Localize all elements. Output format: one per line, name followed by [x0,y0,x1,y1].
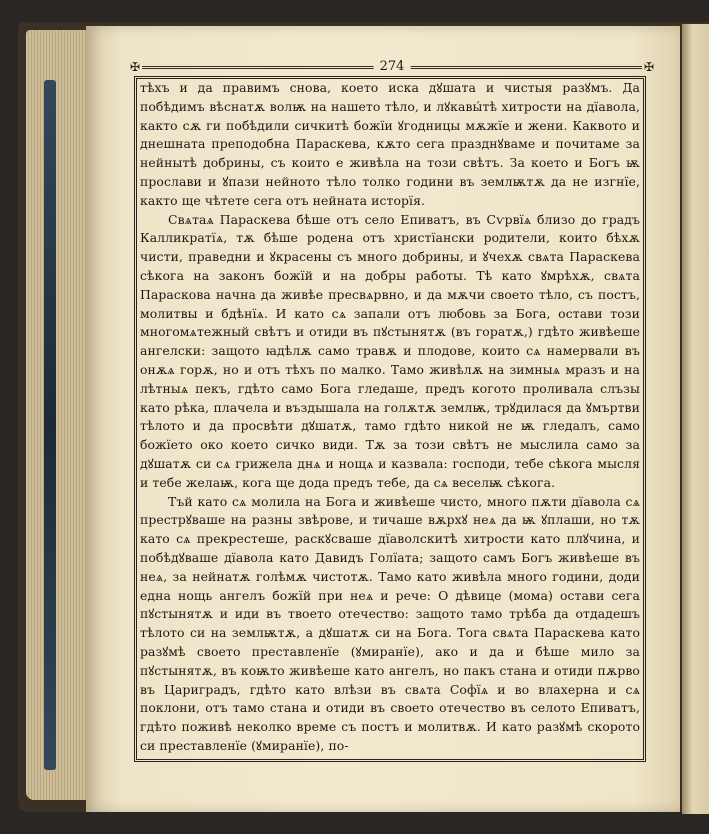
page-number: 274 [374,58,411,76]
body-text [140,79,640,756]
ornament-left-icon: ✠ [129,60,141,74]
paragraph-1: тѣхъ и да правимъ снова, което иска дꙋшата и чистыя разꙋмъ. Да побѣдимъ вѣснатѫ волѭ на нашето тѣло, и лꙋкавы́тѣ хитрости на дїавола, както сѫ ги побѣдили сичкитѣ божїи ꙋгодницы мѫжїе и жени. Каквото и днешната преподобна Параскева, кѫто сега празднꙋваме и почитаме за нейнытѣ добрины, съ които е живѣла на този свѣтъ. За което и Богъ ѭ прослави и ꙋпази нейното тѣло толко години въ землѭтѫ да не изгнїе, както ще чѣтете сега отъ нейната исторїя. [140,80,640,208]
spine-binding [44,80,56,770]
facing-page-edge [682,24,709,814]
paragraph-2: Свѧтаѧ Параскева бѣше отъ село Епиватъ, въ Сѵрвїѧ близо до градъ Калликратїѧ, тѫ бѣше родена отъ христїански родители, които бѣхѫ чисти, праведни и ꙋкрасены съ много добрины, и ꙋчехѫ свѧта Параскева сѣкога на законъ божїй и на добры работы. Тѣ като ꙋмрѣхѫ, свѧта Параскова начна да живѣе пресвѧрвно, и да мѫчи своето тѣло, съ постъ, молитвы и бдѣнїѧ. И като сѧ запали отъ любовь за Бога, остави този многомѧтежный свѣтъ и отиди въ пꙋстынятѫ (въ горатѫ,) гдѣто живѣеше ангелски: защото ꙗдѣлѫ само травѫ и плодове, които сѧ намервали въ онѫѧ горѫ, но и отъ тѣхъ по малко. Тамо живѣлѫ на зимныѧ мразъ и на лѣтныѧ пекъ, гдѣто само Бога гледаше, предъ когото проливала слъзы като рѣка, плачела и въздышала на голѫтѫ землѭ, трꙋдилася да ꙋмъртви тѣлото и да просвѣти дꙋшатѫ, тамо гдѣто никой не ѭ гледалъ, само божїето око което сичко види. Тѫ за този свѣтъ не мыслила само за дꙋшатѫ си сѧ грижела днѧ и нощѧ и казвала: господи, тебе сѣкога мысля и тебе желаѭ, кога ще дода предъ тебе, да сѧ веселѭ сѣкога. [140,211,640,490]
page-header [128,58,656,78]
paragraph-3: Тъй като сѧ молила на Бога и живѣеше чисто, много пѫти дїавола сѧ престрꙋваше на разны звѣрове, и тичаше вѫрхꙋ неѧ да ѭ ꙋплаши, но тѫ като сѧ прекрестеше, раскꙋсваше дїаволскитѣ хитрости като плꙋчина, и побѣдꙋваше дїавола като Давидъ Голїата; защото самъ Богъ живѣеше въ неѧ, за нейнатѫ голѣмѫ чистотѫ. Тамо като живѣла много години, доди една нощь ангелъ божїй при неѧ и рече: О дѣвице (мома) остави сега пꙋстынятѫ и иди въ твоето отечество: защото тамо трѣба да отдадешъ тѣлото си на землѭтѫ, а дꙋшатѫ си на Бога. Тога свѧта Параскева като разꙋмѣ своето преставленїе (ꙋмиранїе), ако и да и бѣше мило за пꙋстынятѫ, въ коѭто живѣеше като ангелъ, но пакъ стана и отиди пѫрво въ Цариградъ, гдѣто като влѣзи въ свѧта Софїѧ и во влахерна и сѧ поклони, отъ тамо стана и отиди въ своето отечество въ селото Епиватъ, гдѣто поживѣ неколко време съ постъ и молитвѫ. И като разꙋмѣ скорото си преставленїе (ꙋмиранїе), по- [140,493,640,753]
ornament-right-icon: ✠ [643,60,655,74]
